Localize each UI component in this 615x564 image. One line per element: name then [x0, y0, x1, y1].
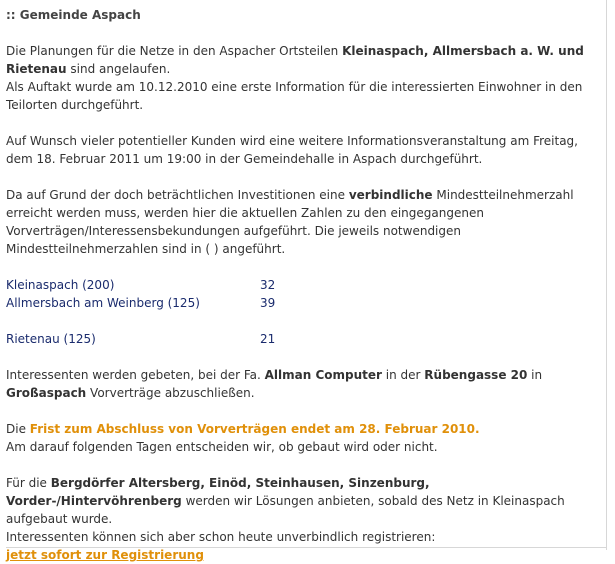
- text: Interessenten können sich aber schon heute unverbindlich registrieren:: [6, 530, 436, 544]
- bold-text: Bergdörfer Altersberg, Einöd, Steinhausen, Sinzenburg, Vorder-/Hintervöhrenberg: [6, 476, 430, 508]
- text: werden wir Lösungen anbieten, sobald des Netz in Kleinaspach aufgebaut wurde.: [6, 494, 565, 526]
- registration-link[interactable]: jetzt sofort zur Registrierung: [6, 548, 204, 562]
- paragraph-investment: [6, 186, 594, 258]
- district-count: 39: [260, 296, 276, 310]
- text: Mindestteilnehmerzahl erreicht werden muss, werden hier die aktuellen Zahlen zu den eingegangenen Vorverträgen/Interessensbekundungen aufgeführt. Die jeweils notwendigen Mindestteilnehmerzahlen sind in ( ) angeführt.: [6, 188, 574, 256]
- paragraph-deadline: [6, 420, 594, 456]
- district-count: 32: [260, 278, 276, 292]
- text: Interessenten werden gebeten, bei der Fa.: [6, 368, 265, 382]
- district-name: Rietenau (125): [6, 332, 96, 346]
- bold-text: Allman Computer: [264, 368, 382, 382]
- bold-text: verbindliche: [348, 188, 433, 202]
- text: Für die: [6, 476, 51, 490]
- text: Als Auftakt wurde am 10.12.2010 eine erste Information für die interessierten Einwohner in den Teilorten durchgeführt.: [6, 80, 583, 112]
- divider: [6, 547, 606, 548]
- district-name: Allmersbach am Weinberg (125): [6, 296, 200, 310]
- bold-text: Kleinaspach, Allmersbach a. W. und Rietenau: [6, 44, 584, 76]
- text: Die: [6, 422, 30, 436]
- page-title: :: Gemeinde Aspach: [6, 8, 141, 22]
- text: Vorverträge abzuschließen.: [86, 386, 255, 400]
- deadline-highlight: Frist zum Abschluss von Vorverträgen endet am 28. Februar 2010.: [29, 422, 480, 436]
- paragraph-mountain-villages: [6, 474, 594, 564]
- text: in: [527, 368, 543, 382]
- text: sind angelaufen.: [66, 62, 171, 76]
- text: Da auf Grund der doch beträchtlichen Investitionen eine: [6, 188, 349, 202]
- text: Am darauf folgenden Tagen entscheiden wir, ob gebaut wird oder nicht.: [6, 440, 438, 454]
- paragraph-contact: [6, 366, 594, 402]
- paragraph-planning: [6, 42, 594, 114]
- text: in der: [381, 368, 425, 382]
- paragraph-event: Auf Wunsch vieler potentieller Kunden wird eine weitere Informationsveranstaltung am Freitag, dem 18. Februar 2011 um 19:00 in der Gemeindehalle in Aspach durchgeführt.: [6, 134, 578, 166]
- content-area: [6, 0, 607, 562]
- bold-text: Großaspach: [6, 386, 87, 400]
- text: Die Planungen für die Netze in den Aspacher Ortsteilen: [6, 44, 343, 58]
- district-name: Kleinaspach (200): [6, 278, 115, 292]
- district-count: 21: [260, 332, 276, 346]
- bold-text: Rübengasse 20: [424, 368, 528, 382]
